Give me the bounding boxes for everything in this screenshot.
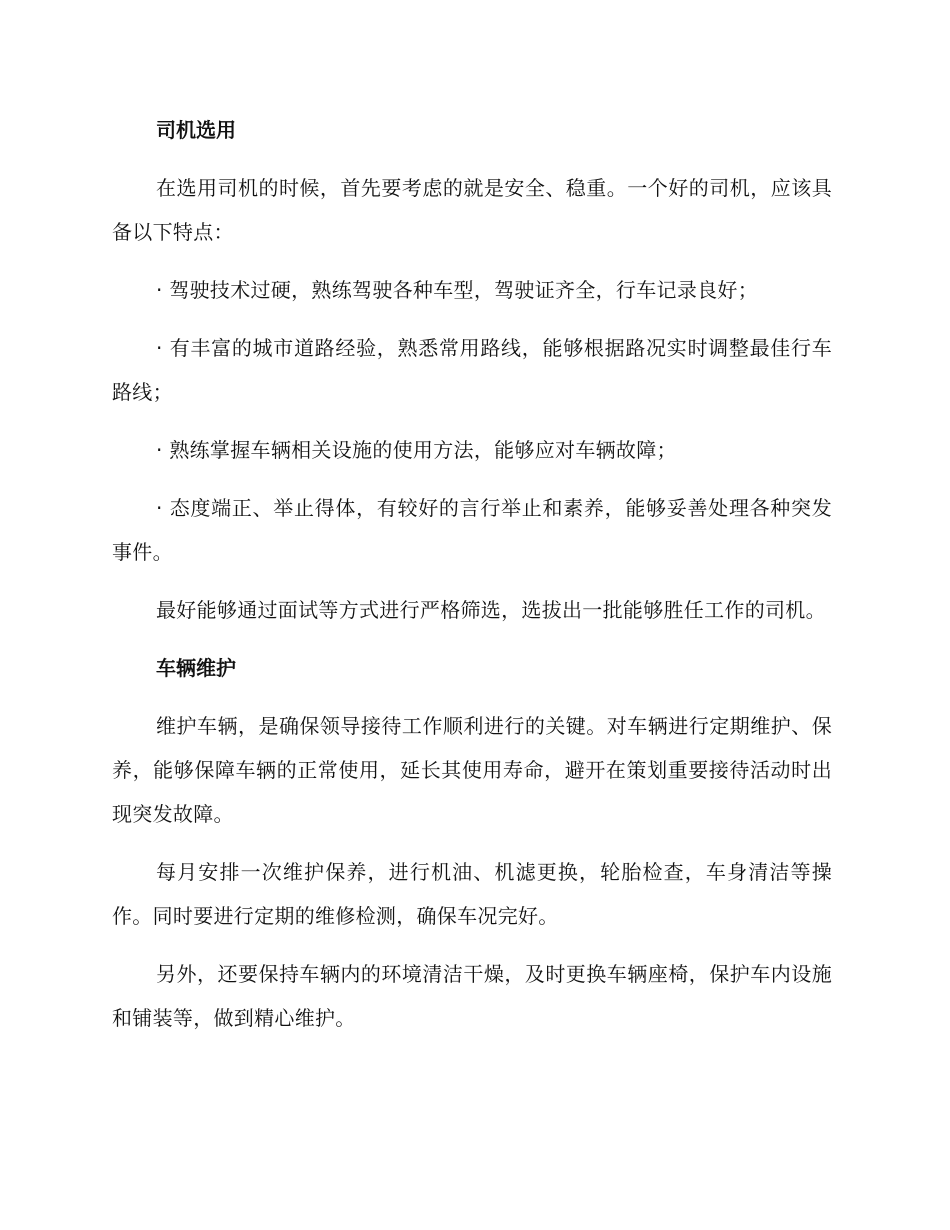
paragraph: 在选用司机的时候，首先要考虑的就是安全、稳重。一个好的司机，应该具备以下特点： xyxy=(112,176,832,244)
bullet-item: · 驾驶技术过硬，熟练驾驶各种车型，驾驶证齐全，行车记录良好； xyxy=(156,278,759,302)
bullet-item: · 态度端正、举止得体，有较好的言行举止和素养，能够妥善处理各种突发事件。 xyxy=(112,496,832,564)
paragraph: 维护车辆，是确保领导接待工作顺利进行的关键。对车辆进行定期维护、保养，能够保障车辆的正常使用，延长其使用寿命，避开在策划重要接待活动时出现突发故障。 xyxy=(112,714,832,826)
section-heading-vehicle-maintenance: 车辆维护 xyxy=(156,656,236,680)
paragraph: 每月安排一次维护保养，进行机油、机滤更换，轮胎检查，车身清洁等操作。同时要进行定期的维修检测，确保车况完好。 xyxy=(112,860,832,928)
document-body xyxy=(112,108,832,1054)
section-heading-driver-selection: 司机选用 xyxy=(156,118,236,142)
paragraph: 最好能够通过面试等方式进行严格筛选，选拔出一批能够胜任工作的司机。 xyxy=(156,598,826,622)
bullet-item: · 有丰富的城市道路经验，熟悉常用路线，能够根据路况实时调整最佳行车路线； xyxy=(112,336,832,404)
paragraph: 另外，还要保持车辆内的环境清洁干燥，及时更换车辆座椅，保护车内设施和铺装等，做到精心维护。 xyxy=(112,962,832,1030)
bullet-item: · 熟练掌握车辆相关设施的使用方法，能够应对车辆故障； xyxy=(156,438,677,462)
